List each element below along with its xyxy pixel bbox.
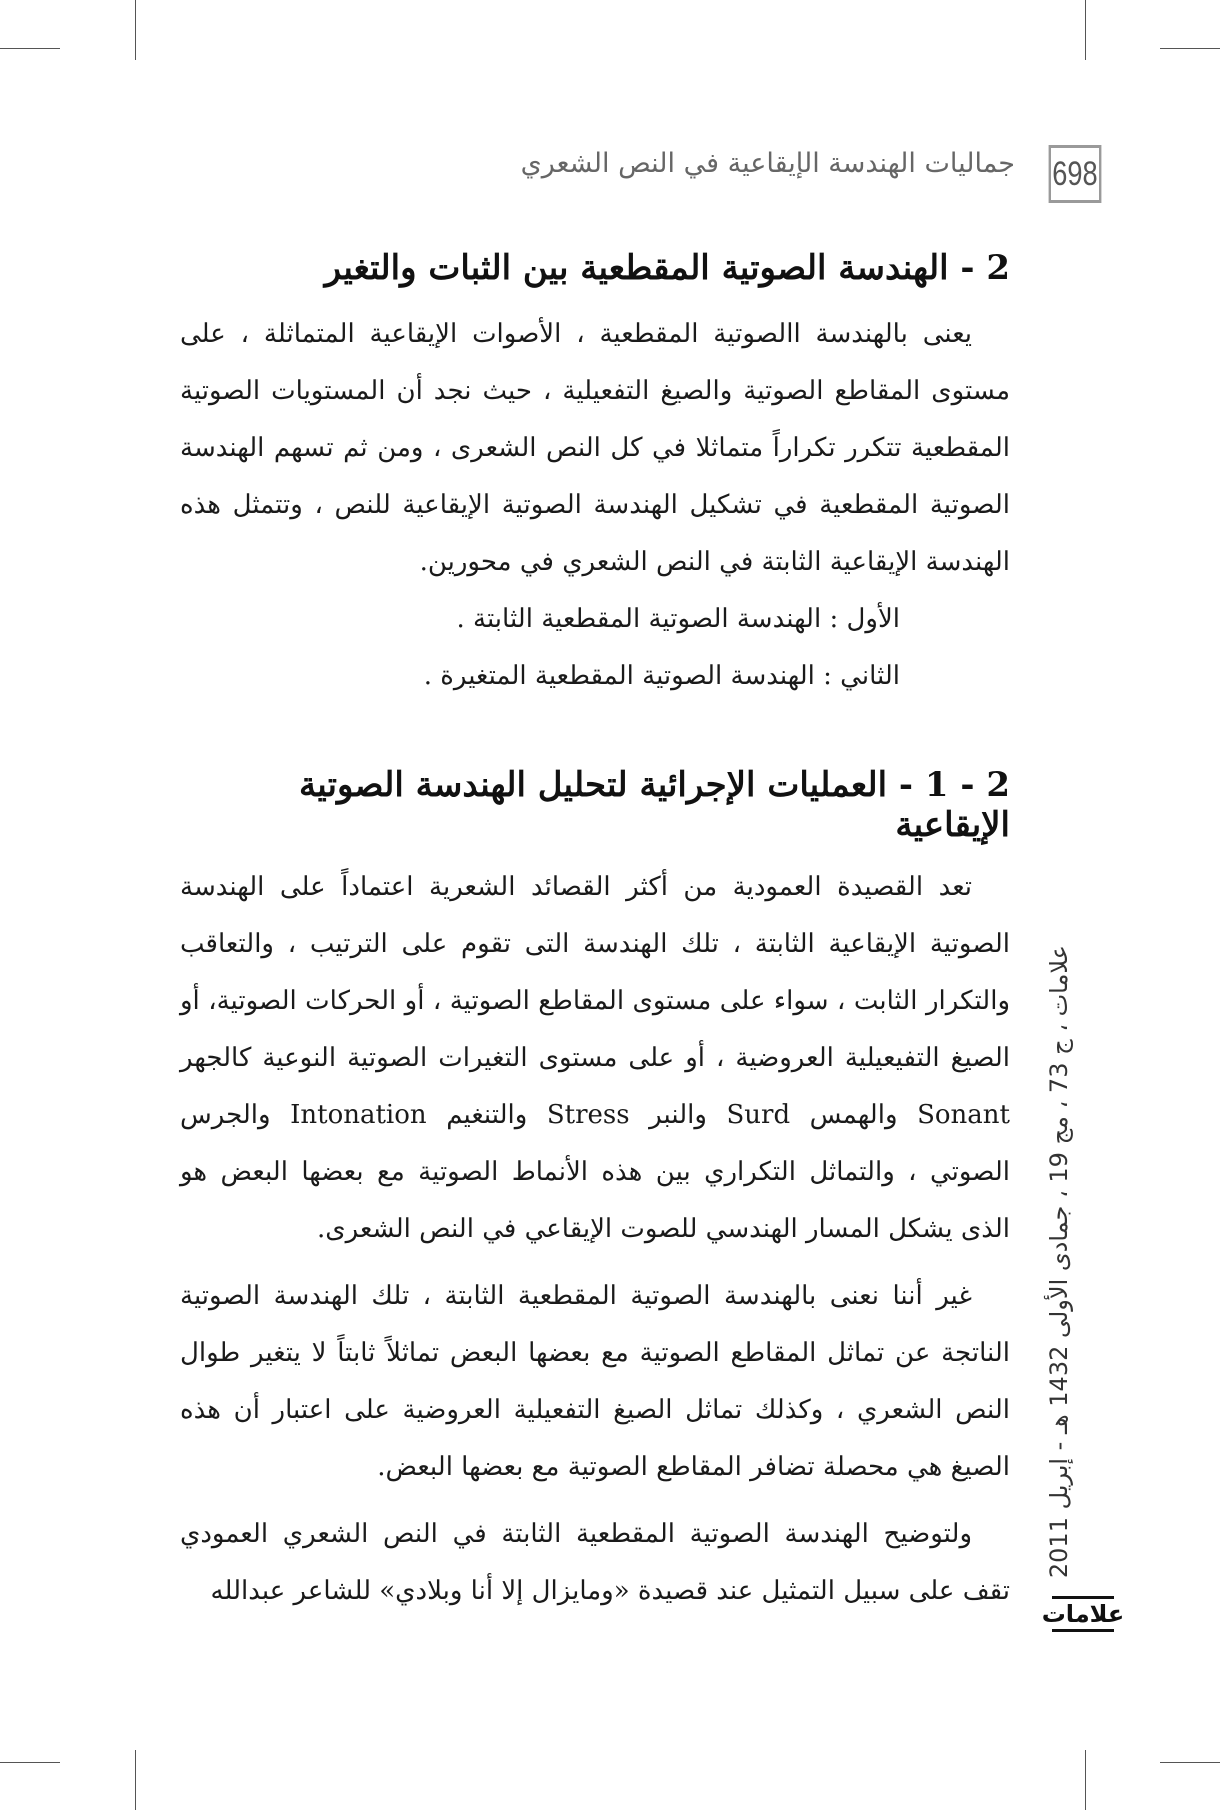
crop-mark — [1085, 1750, 1086, 1810]
paragraph: يعنى بالهندسة االصوتية المقطعية ، الأصوات الإيقاعية المتماثلة ، على مستوى المقاطع الصوتية والصيغ التفعيلية ، حيث نجد أن المستويات الصوتية المقطعية تتكرر تكراراً متماثلا في كل النص الشعرى ، ومن ثم تسهم الهندسة الصوتية المقطعية في تشكيل الهندسة الصوتية الإيقاعية للنص ، وتتمثل هذه الهندسة الإيقاعية الثابتة في النص الشعري في محورين. — [180, 319, 1010, 577]
running-title: جماليات الهندسة الإيقاعية في النص الشعري — [520, 148, 1015, 179]
page-number: 698 — [1049, 145, 1102, 203]
crop-mark — [135, 1750, 136, 1810]
crop-mark — [1160, 48, 1220, 49]
subsection-heading: 2 - 1 - العمليات الإجرائية لتحليل الهندسة الصوتية الإيقاعية — [299, 765, 1010, 845]
crop-mark — [0, 48, 60, 49]
list-item: الثاني : الهندسة الصوتية المقطعية المتغيرة . — [423, 661, 900, 691]
crop-mark — [0, 1762, 60, 1763]
paragraph: ولتوضيح الهندسة الصوتية المقطعية الثابتة في النص الشعري العمودي تقف على سبيل التمثيل عند قصيدة «ومايزال إلا أنا وبلادي» للشاعر عبدالله — [180, 1519, 1010, 1606]
journal-citation: علامات ، ج 73 ، مج 19 ، جمادى الأولى 1432 هـ - إبريل 2011 — [1045, 945, 1073, 1579]
journal-logo: علامات — [1052, 1596, 1114, 1632]
list-item: الأول : الهندسة الصوتية المقطعية الثابتة . — [456, 604, 900, 634]
crop-mark — [1085, 0, 1086, 60]
crop-mark — [135, 0, 136, 60]
paragraph: غير أننا نعنى بالهندسة الصوتية المقطعية الثابتة ، تلك الهندسة الصوتية الناتجة عن تماثل المقاطع الصوتية مع بعضها البعض تماثلاً ثابتاً لا يتغير طوال النص الشعري ، وكذلك تماثل الصيغ التفعيلية العروضية على اعتبار أن هذه الصيغ هي محصلة تضافر المقاطع الصوتية مع بعضها البعض. — [180, 1281, 1010, 1482]
page-body — [180, 248, 1010, 1620]
crop-mark — [1160, 1762, 1220, 1763]
paragraph: تعد القصيدة العمودية من أكثر القصائد الشعرية اعتماداً على الهندسة الصوتية الإيقاعية الثابتة ، تلك الهندسة التى تقوم على الترتيب ، والتعاقب والتكرار الثابت ، سواء على مستوى المقاطع الصوتية ، أو الحركات الصوتية، أو الصيغ التفيعيلية العروضية ، أو على مستوى التغيرات الصوتية النوعية كالجهر Sonant والهمس Surd والنبر Stress والتنغيم Intonation والجرس الصوتي ، والتماثل التكراري بين هذه الأنماط الصوتية مع بعضها البعض هو الذى يشكل المسار الهندسي للصوت الإيقاعي في النص الشعرى. — [180, 872, 1010, 1244]
section-heading: 2 - الهندسة الصوتية المقطعية بين الثبات والتغير — [324, 248, 1010, 288]
